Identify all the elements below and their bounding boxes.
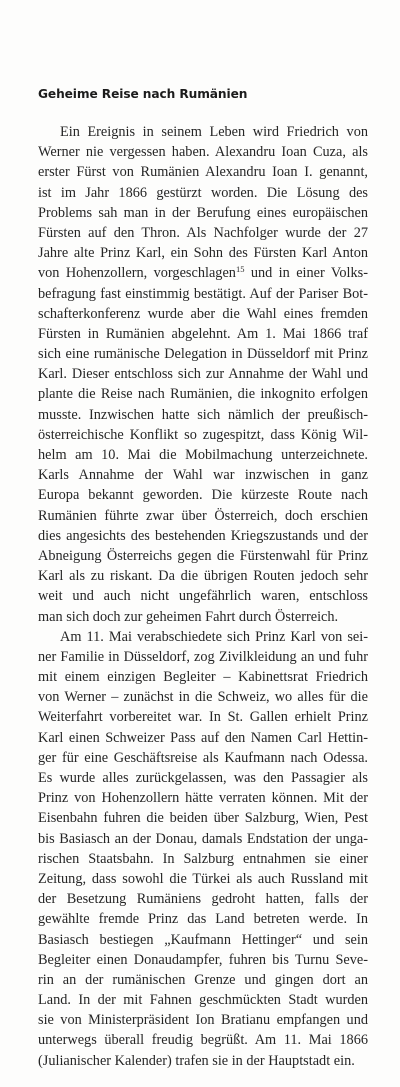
text-line: Eisenbahn fuhren die beiden über Salzburg, Wien, Pest: [38, 810, 368, 827]
section-heading: Geheime Reise nach Rumänien: [38, 87, 248, 101]
text-line: Es wurde alles zurückgelassen, was den Passagier als: [38, 770, 368, 786]
text-line: Zeitung, dass sowohl die Türkei als auch Russland mit: [38, 870, 368, 887]
text-line: sich eine rumänische Delegation in Düsseldorf mit Prinz: [38, 346, 368, 363]
text-line: ner Familie in Düsseldorf, zog Zivilkleidung an und fuhr: [38, 648, 368, 665]
text-line: der Besetzung Rumäniens gedroht hatten, falls der: [38, 891, 368, 908]
text-line: Fürsten auf den Thron. Als Nachfolger wurde der 27: [38, 224, 368, 241]
text-line: man sich doch zur geheimen Fahrt durch Österreich.: [38, 608, 339, 625]
text-line: Rumänien führte zwar über Österreich, doch erschien: [38, 507, 368, 524]
text-line: von Werner – zunächst in die Schweiz, wo alles für die: [38, 689, 368, 706]
text-line: Jahre alte Prinz Karl, ein Sohn des Fürsten Karl Anton: [38, 245, 368, 262]
text-line: (Julianischer Kalender) trafen sie in der Hauptstadt ein.: [38, 1052, 355, 1069]
text-line: Basiasch bestiegen „Kaufmann Hettinger“ und sein: [38, 931, 368, 948]
text-line: Land. In der mit Fahnen geschmückten Stadt wurden: [38, 992, 368, 1009]
text-segment: und in einer Volks-: [244, 265, 368, 282]
text-line: Europa bekannt geworden. Die kürzeste Route nach: [38, 487, 368, 504]
text-line: plante die Reise nach Rumänien, die inkognito erfolgen: [38, 386, 368, 403]
body-text: [38, 122, 368, 1071]
text-line: erster Fürst von Rumänien Alexandru Ioan I. genannt,: [38, 164, 368, 181]
text-line: österreichische Konflikt so zugespitzt, dass König Wil-: [38, 426, 368, 443]
text-line: mit einem einzigen Begleiter – Kabinettsrat Friedrich: [38, 669, 368, 686]
text-line: Fürsten in Rumänien abgelehnt. Am 1. Mai 1866 traf: [38, 325, 368, 342]
text-line: unterwegs überall freudig begrüßt. Am 11. Mai 1866: [38, 1032, 368, 1049]
text-line: rischen Staatsbahn. In Salzburg entnahmen sie einer: [38, 850, 368, 867]
text-line: Problems sah man in der Berufung eines europäischen: [38, 204, 368, 221]
text-line: ger für eine Geschäftsreise als Kaufmann nach Odessa.: [38, 749, 368, 766]
text-line: Prinz von Hohenzollern hätte verraten können. Mit der: [38, 790, 368, 807]
text-line: Abneigung Österreichs gegen die Fürstenwahl für Prinz: [38, 547, 368, 564]
text-line: dies angesichts des bestehenden Kriegszustands und der: [38, 527, 368, 544]
text-line: Ein Ereignis in seinem Leben wird Friedrich von: [60, 124, 368, 140]
text-line: bis Basiasch an der Donau, damals Endstation der unga-: [38, 830, 368, 847]
text-line: Karl einen Schweizer Pass auf den Namen Carl Hettin-: [38, 729, 368, 746]
text-line: Karl. Dieser entschloss sich zur Annahme der Wahl und: [38, 366, 368, 383]
text-line: Weiterfahrt vorbereitet war. In St. Gallen erhielt Prinz: [38, 709, 368, 726]
text-line: weit und auch nicht ungefährlich waren, entschloss: [38, 588, 368, 605]
text-line: befragung fast einstimmig bestätigt. Auf der Pariser Bot-: [38, 285, 368, 302]
footnote-reference: 15: [235, 264, 245, 275]
text-line: gewählte fremde Prinz das Land betreten werde. In: [38, 911, 368, 928]
text-line: schafterkonferenz wurde aber die Wahl eines fremden: [38, 305, 368, 322]
text-line-with-footnote: [38, 263, 368, 283]
text-line: Am 11. Mai verabschiedete sich Prinz Karl von sei-: [60, 628, 368, 645]
text-line: Karl als zu riskant. Da die übrigen Routen jedoch sehr: [38, 568, 368, 585]
text-line: musste. Inzwischen hatte sich nämlich der preußisch-: [38, 406, 368, 423]
text-line: Begleiter einen Donaudampfer, fuhren bis Turnu Seve-: [38, 951, 368, 968]
text-line: helm am 10. Mai die Mobilmachung unterzeichnete.: [38, 447, 368, 463]
text-line: sie von Ministerpräsident Ion Bratianu empfangen und: [38, 1012, 368, 1029]
text-line: rin an der rumänischen Grenze und gingen dort an: [38, 971, 368, 988]
text-line: Werner nie vergessen haben. Alexandru Ioan Cuza, als: [38, 144, 368, 161]
text-line: ist im Jahr 1866 gestürzt worden. Die Lösung des: [38, 184, 368, 201]
text-segment: von Hohenzollern, vorgeschlagen: [38, 265, 236, 282]
text-line: Karls Annahme der Wahl war inzwischen in ganz: [38, 467, 368, 484]
